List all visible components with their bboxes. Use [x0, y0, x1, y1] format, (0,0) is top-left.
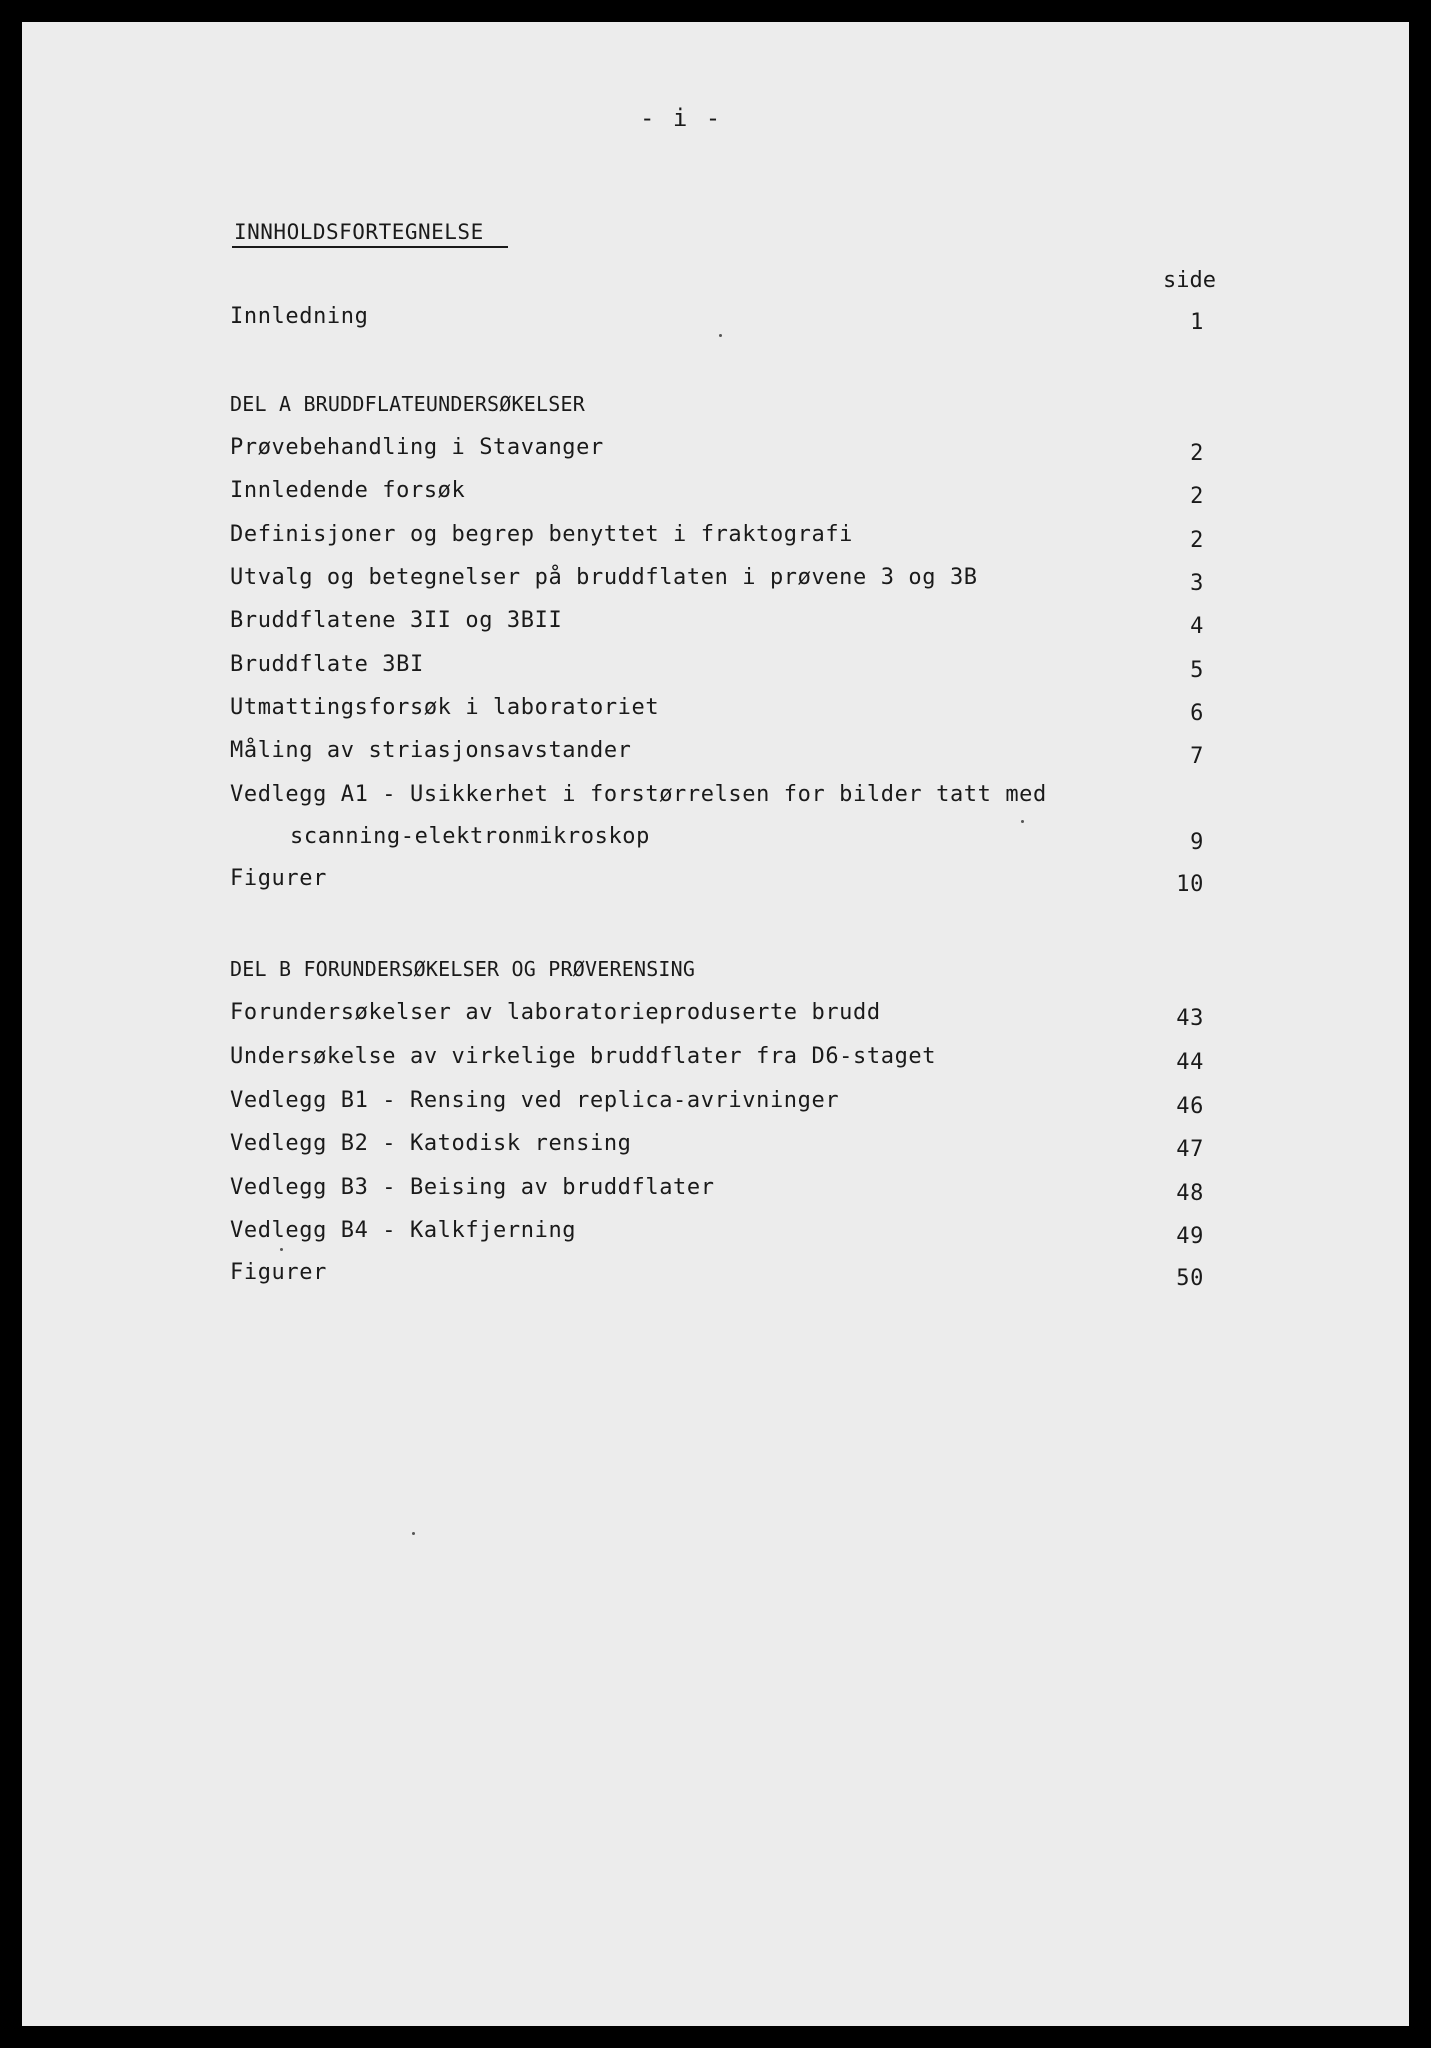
toc-entry — [230, 522, 1230, 554]
toc-entry-page: 47 — [1176, 1137, 1204, 1162]
toc-entry-continuation — [230, 824, 1230, 856]
toc-entry-page: 49 — [1176, 1224, 1204, 1249]
toc-entry-page: 2 — [1190, 441, 1204, 466]
toc-entry — [230, 608, 1230, 640]
toc-entry — [230, 435, 1230, 467]
toc-entry — [230, 565, 1230, 597]
toc-entry-page: 50 — [1176, 1266, 1204, 1291]
toc-entry-page: 2 — [1190, 484, 1204, 509]
paper-speck — [280, 1248, 283, 1251]
toc-entry-title: Vedlegg B1 - Rensing ved replica-avrivninger — [230, 1088, 840, 1113]
toc-entry-title: Undersøkelse av virkelige bruddflater fra D6-staget — [230, 1044, 937, 1069]
toc-entry — [230, 304, 1230, 336]
toc-entry — [230, 866, 1230, 898]
toc-entry-title: Figurer — [230, 866, 327, 891]
toc-entry — [230, 1000, 1230, 1032]
toc-entry-title: scanning-elektronmikroskop — [290, 824, 650, 849]
toc-entry-page: 2 — [1190, 528, 1204, 553]
toc-entry-title: Vedlegg B4 - Kalkfjerning — [230, 1218, 577, 1243]
toc-entry-title: Utmattingsforsøk i laboratoriet — [230, 695, 660, 720]
toc-entry-title: Vedlegg A1 - Usikkerhet i forstørrelsen for bilder tatt med — [230, 782, 1047, 807]
toc-entry-title: Vedlegg B3 - Beising av bruddflater — [230, 1175, 715, 1200]
toc-entry — [230, 738, 1230, 770]
toc-entry — [230, 1088, 1230, 1120]
toc-entry-title: Bruddflatene 3II og 3BII — [230, 608, 563, 633]
toc-heading: INNHOLDSFORTEGNELSE — [234, 220, 484, 244]
toc-entry — [230, 1175, 1230, 1207]
toc-entry-page: 4 — [1190, 614, 1204, 639]
toc-entry — [230, 1044, 1230, 1076]
toc-entry — [230, 652, 1230, 684]
page-column-label: side — [1163, 268, 1216, 293]
toc-entry-page: 6 — [1190, 701, 1204, 726]
toc-entry — [230, 1218, 1230, 1250]
toc-entry-page: 44 — [1176, 1050, 1204, 1075]
section-heading-del-b — [230, 957, 1230, 989]
toc-entry — [230, 1260, 1230, 1292]
toc-entry-title: Utvalg og betegnelser på bruddflaten i prøvene 3 og 3B — [230, 565, 978, 590]
toc-entry-page: 43 — [1176, 1006, 1204, 1031]
toc-entry-title: Definisjoner og begrep benyttet i fraktografi — [230, 522, 854, 547]
paper-speck — [1021, 820, 1024, 823]
paper-speck — [719, 334, 722, 337]
toc-entry-title: Bruddflate 3BI — [230, 652, 424, 677]
page-number: - i - — [640, 104, 723, 132]
toc-entry-page: 9 — [1190, 830, 1204, 855]
toc-entry-title: Innledning — [230, 304, 369, 329]
toc-entry — [230, 478, 1230, 510]
toc-entry-title: Vedlegg B2 - Katodisk rensing — [230, 1131, 632, 1156]
toc-entry — [230, 695, 1230, 727]
paper-speck — [412, 1532, 415, 1535]
toc-entry-title: Prøvebehandling i Stavanger — [230, 435, 604, 460]
toc-entry-title: Forundersøkelser av laboratorieproduserte brudd — [230, 1000, 881, 1025]
toc-entry-page: 48 — [1176, 1181, 1204, 1206]
toc-entry-page: 5 — [1190, 658, 1204, 683]
toc-entry — [230, 1131, 1230, 1163]
toc-entry-page: 10 — [1176, 872, 1204, 897]
toc-entry-page: 7 — [1190, 744, 1204, 769]
section-title: DEL A BRUDDFLATEUNDERSØKELSER — [230, 392, 585, 416]
toc-entry-title: Figurer — [230, 1260, 327, 1285]
toc-entry-page: 3 — [1190, 571, 1204, 596]
section-heading-del-a — [230, 392, 1230, 424]
toc-entry — [230, 782, 1230, 814]
toc-entry-page: 1 — [1190, 310, 1204, 335]
section-title: DEL B FORUNDERSØKELSER OG PRØVERENSING — [230, 957, 696, 981]
toc-entry-title: Innledende forsøk — [230, 478, 466, 503]
toc-entry-title: Måling av striasjonsavstander — [230, 738, 632, 763]
toc-entry-page: 46 — [1176, 1094, 1204, 1119]
heading-underline — [232, 246, 508, 248]
